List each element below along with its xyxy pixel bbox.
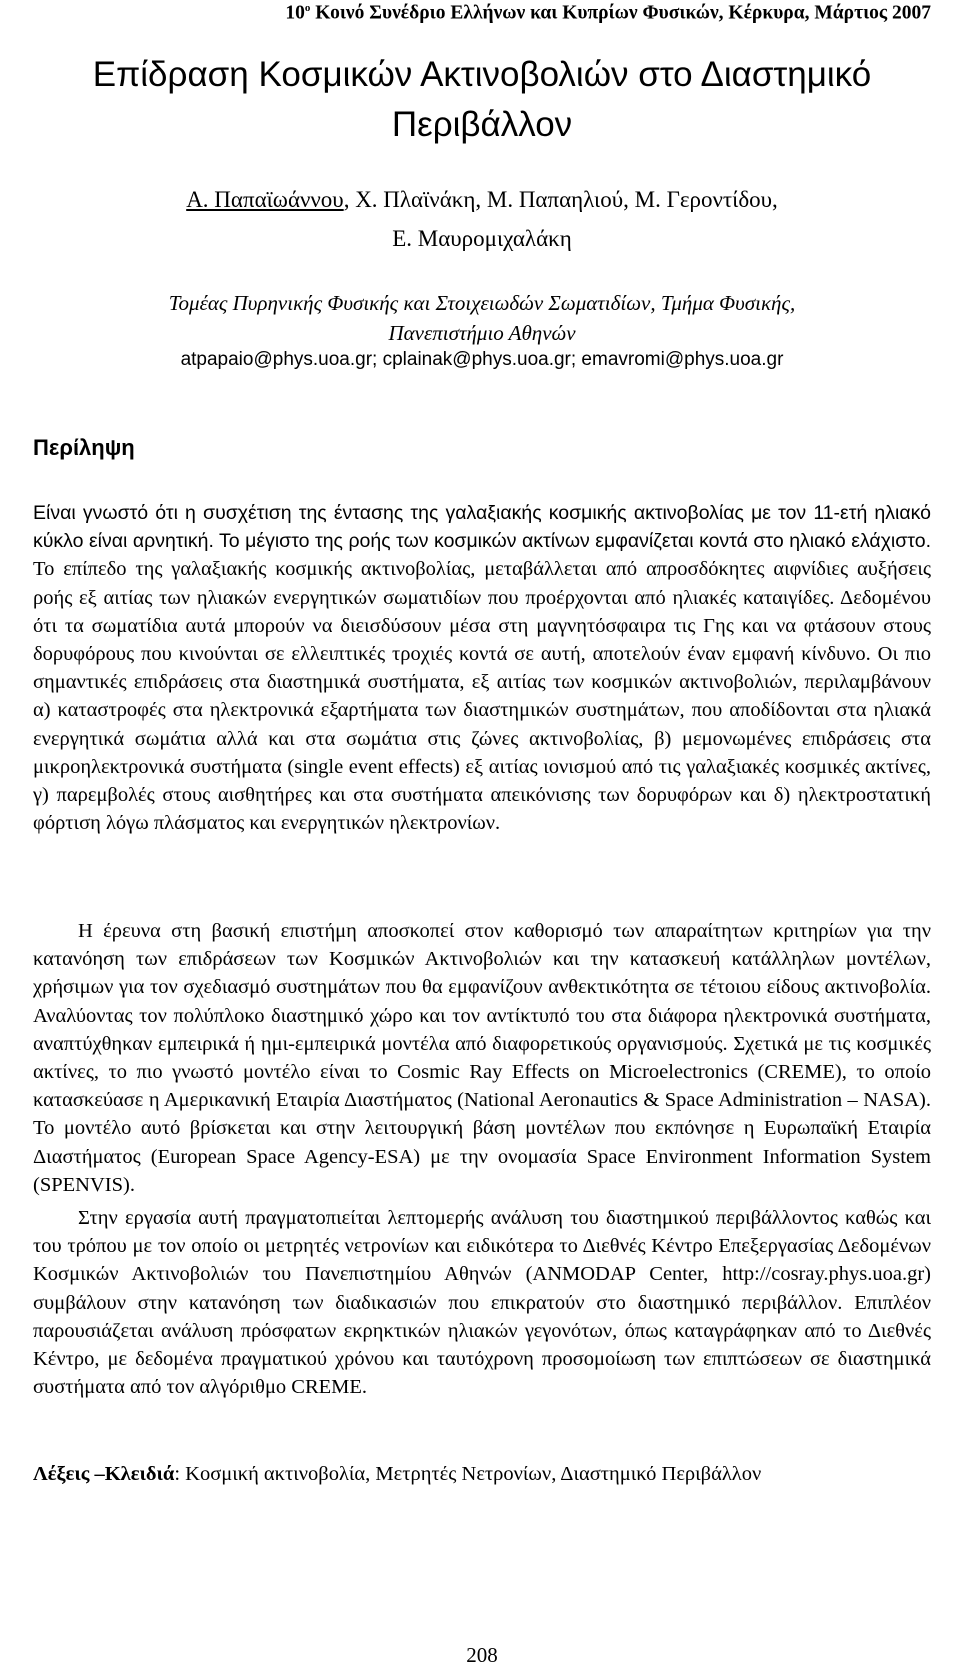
header-ordinal-superscript: ο xyxy=(304,2,311,14)
affiliation-line-2: Πανεπιστήμιο Αθηνών xyxy=(388,321,576,345)
co-authors: , Χ. Πλαϊνάκη, Μ. Παπαηλιού, Μ. Γεροντίδου, xyxy=(343,187,778,212)
abstract-paragraph-2 xyxy=(33,917,931,1199)
affiliation xyxy=(33,288,931,348)
keywords-text: Κοσμική ακτινοβολία, Μετρητές Νετρονίων, Διαστημικό Περιβάλλον xyxy=(180,1463,762,1485)
author-list xyxy=(33,180,931,258)
header-conference-text: Κοινό Συνέδριο Ελλήνων και Κυπρίων Φυσικών, Κέρκυρα, Μάρτιος 2007 xyxy=(310,2,931,24)
keywords-separator: : xyxy=(174,1463,181,1485)
paper-title xyxy=(33,50,931,150)
keywords-label: Λέξεις –Κλειδιά xyxy=(33,1463,175,1485)
authors-line-2: Ε. Μαυρομιχαλάκη xyxy=(392,226,572,251)
author-emails: atpapaio@phys.uoa.gr; cplainak@phys.uoa.gr; emavromi@phys.uoa.gr xyxy=(180,349,784,370)
title-line-1: Επίδραση Κοσμικών Ακτινοβολιών στο Διαστημικό xyxy=(92,55,872,94)
abstract-paragraph-3 xyxy=(33,1204,931,1401)
conference-header xyxy=(285,2,931,25)
paragraph-3-text: Στην εργασία αυτή πραγματοπιείται λεπτομερής ανάλυση του διαστημικού περιβάλλοντος καθώς και του τρόπου με τον οποίο οι μετρητές νετρονίων και ειδικότερα το Διεθνές Κέντρο Επεξεργασίας Δεδομένων Κοσμικών Ακτινοβολιών του Πανεπιστημίου Αθηνών (ANMODAP Center, http://cosray.phys.uoa.gr) συμβάλουν στην κατανόηση των διαδικασιών που επικρατούν στο διαστημικό περιβάλλον. Επιπλέον παρουσιάζεται ανάλυση πρόσφατων εκρηκτικών ηλιακών γεγονότων, όπως καταγράφηκαν από το Διεθνές Κέντρο, με δεδομένα πραγματικού χρόνου και ταυτόχρονη προσομοίωση των επιπτώσεων σε διαστημικά συστήματα από τον αλγόριθμο CREME. xyxy=(33,1207,931,1399)
header-edition-number: 10 xyxy=(285,2,305,24)
keywords-line xyxy=(33,1463,761,1486)
paragraph-1-rest: Το επίπεδο της γαλαξιακής κοσμικής ακτινοβολίας, μεταβάλλεται από απροσδόκητες αιφνίδιες αυξήσεις ροής εξ αιτίας των ηλιακών ενεργητικών σωματιδίων που προέρχονται από ηλιακές καταιγίδες. Δεδομένου ότι τα σωματίδια αυτά μπορούν να διεισδύσουν μέσα στη μαγνητόσφαιρα τις Γης και να φτάσουν στους δορυφόρους που κινούνται σε ελλειπτικές τροχιές κοντά σε αυτή, αποτελούν έναν εμφανή κίνδυνο. Οι πιο σημαντικές επιδράσεις στα διαστημικά συστήματα, εξ αιτίας των κοσμικών ακτινοβολιών, περιλαμβάνουν α) καταστροφές στα ηλεκτρονικά εξαρτήματα των διαστημικών συστημάτων, που αποδίδονται στα ηλιακά ενεργητικά σωμάτια αλλά και στα σωμάτια στις ζώνες ακτινοβολίας, β) μεμονωμένες επιδράσεις στα μικροηλεκτρονικά συστήματα (single event effects) εξ αιτίας ιονισμού από τις γαλαξιακές κοσμικές ακτίνες, γ) παρεμβολές στους αισθητήρες και στα συστήματα απεικόνισης των δορυφόρων και δ) ηλεκτροστατική φόρτιση λόγω πλάσματος και ενεργητικών ηλεκτρονίων. xyxy=(33,558,931,835)
title-line-2: Περιβάλλον xyxy=(391,105,573,144)
page-number: 208 xyxy=(466,1643,498,1667)
abstract-paragraph-1 xyxy=(33,499,931,837)
paragraph-2-text: Η έρευνα στη βασική επιστήμη αποσκοπεί στον καθορισμό των απαραίτητων κριτηρίων για την κατανόηση των επιδράσεων των Κοσμικών Ακτινοβολιών και την κατασκευή κατάλληλων μοντέλων, χρήσιμων για τον σχεδιασμό συστημάτων που θα εμφανίζουν ανθεκτικότητα σε τέτοιου είδους ακτινοβολία. Αναλύοντας τον πολύπλοκο διαστημικό χώρο και τον αντίκτυπό του στα διάφορα ηλεκτρονικά συστήματα, αναπτύχθηκαν εμπειρικά ή ημι-εμπειρικά μοντέλα από διαφορετικούς οργανισμούς. Σχετικά με τις κοσμικές ακτίνες, το πιο γνωστό μοντέλο είναι το Cosmic Ray Effects on Microelectronics (CREME), το οποίο κατασκεύασε η Αμερικανική Εταιρία Διαστήματος (National Aeronautics & Space Administration – NASA). Το μοντέλο αυτό βρίσκεται και στην λειτουργική βάση μοντέλων που εκπόνησε η Ευρωπαϊκή Εταιρία Διαστήματος (European Space Agency-ESA) με την ονομασία Space Environment Information System (SPENVIS). xyxy=(33,920,931,1196)
abstract-heading: Περίληψη xyxy=(33,435,135,460)
corresponding-author: Α. Παπαϊωάννου xyxy=(186,187,344,212)
authors-line-1 xyxy=(33,180,931,219)
paragraph-1-lead: Είναι γνωστό ότι η συσχέτιση της έντασης της γαλαξιακής κοσμικής ακτινοβολίας με τον 11-ετή ηλιακό κύκλο είναι αρνητική. Το μέγιστο της ροής των κοσμικών ακτίνων εμφανίζεται κοντά στο ηλιακό ελάχιστο. xyxy=(33,502,931,553)
affiliation-line-1: Τομέας Πυρηνικής Φυσικής και Στοιχειωδών Σωματιδίων, Τμήμα Φυσικής, xyxy=(168,291,796,315)
